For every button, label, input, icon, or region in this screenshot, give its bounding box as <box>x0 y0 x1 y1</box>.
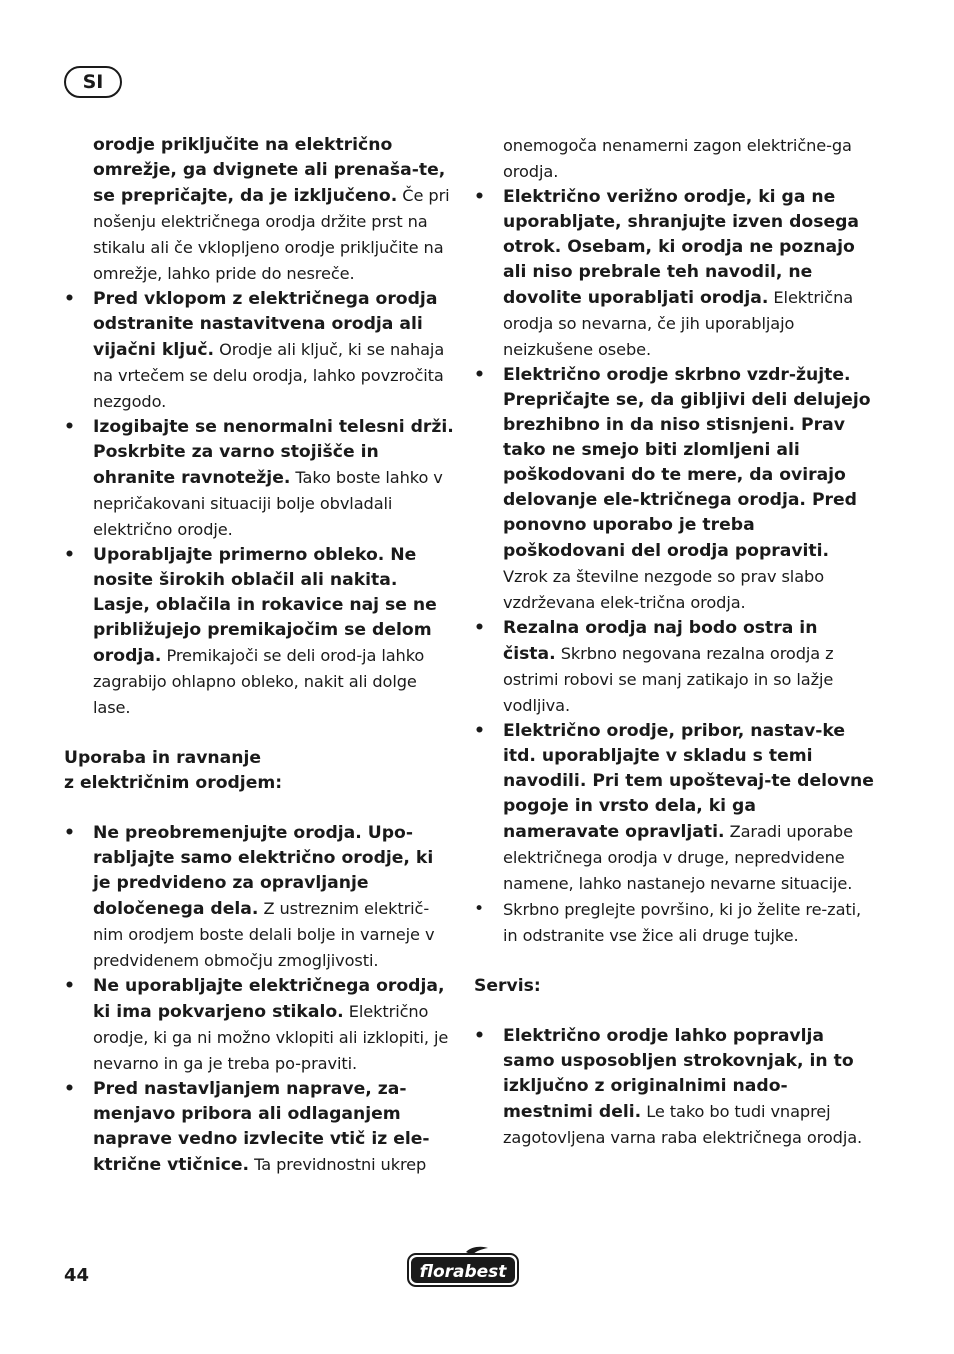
bullet: • <box>474 365 485 385</box>
item-text: Skrbno negovana rezalna orodja z ostrimi robovi se manj zatikajo in so lažje vodljiva. <box>503 644 834 715</box>
item-text: Premikajoči se deli orod-ja lahko zagrabijo ohlapno obleko, nakit ali dolge lase. <box>93 646 425 717</box>
item-text: Skrbno preglejte površino, ki jo želite re-zati, in odstranite vse žice ali druge tujke. <box>503 900 862 945</box>
item-text: Zaradi uporabe električnega orodja v druge, nepredvidene namene, lahko nastanejo nevarne situacije. <box>503 822 853 893</box>
list-item <box>474 1024 874 1151</box>
paragraph-bold: orodje priključite na električno omrežje, ga dvignete ali prenaša-te, se prepričajte, da je izključeno. <box>93 135 446 206</box>
list-item <box>474 363 874 616</box>
bullet: • <box>64 976 75 996</box>
item-text: Le tako bo tudi vnaprej zagotovljena varna raba električnega orodja. <box>503 1102 863 1147</box>
language-badge: SI <box>64 66 122 98</box>
bullet: • <box>474 721 485 741</box>
list-item <box>64 821 456 974</box>
item-bold: Električno orodje skrbno vzdr-žujte. Prepričajte se, da gibljivi deli delujejo brezhibno in da niso stisnjeni. Prav tako ne smejo biti zlomljeni ali poškodovani do te mere, da ovirajo delovanje ele-ktričnega orodja. Pred ponovno uporabo je treba poškodovani del orodja popraviti. <box>503 365 871 561</box>
florabest-logo-icon <box>406 1246 520 1288</box>
item-bold: Električno verižno orodje, ki ga ne uporabljate, shranjujte izven dosega otrok. Osebam, ki orodja ne poznajo ali niso prebrale teh navodil, ne dovolite uporabljati orodja. <box>503 187 860 308</box>
section-heading: Servis: <box>474 976 541 996</box>
page-number: 44 <box>64 1265 90 1286</box>
right-column <box>474 133 874 1151</box>
list-item <box>64 974 456 1077</box>
item-bold: Ne uporabljajte električnega orodja, ki ima pokvarjeno stikalo. <box>93 976 445 1022</box>
list-item <box>64 415 456 543</box>
paragraph-text: Če pri nošenju električnega orodja držite prst na stikalu ali če vklopljeno orodje priključite na omrežje, lahko pride do nesreče. <box>93 186 450 283</box>
bullet: • <box>474 187 485 207</box>
bullet: • <box>474 618 485 638</box>
svg-text:florabest: florabest <box>419 1262 507 1282</box>
bullet: • <box>474 899 485 919</box>
list-item <box>64 543 456 721</box>
item-bold: Rezalna orodja naj bodo ostra in čista. <box>503 618 818 664</box>
item-bold: Pred vklopom z električnega orodja odstranite nastavitvena orodja ali vijačni ključ. <box>93 289 438 360</box>
item-bold: Električno orodje lahko popravlja samo usposobljen strokovnjak, in to izključno z originalnimi nado-mestnimi deli. <box>503 1026 854 1122</box>
bullet: • <box>64 417 75 437</box>
list-item <box>64 1077 456 1178</box>
continued-paragraph <box>64 133 456 287</box>
list-item <box>474 719 874 897</box>
bullet: • <box>64 1079 75 1099</box>
item-text: Tako boste lahko v nepričakovani situaciji bolje obvladali električno orodje. <box>93 468 443 539</box>
list-item <box>64 287 456 415</box>
item-bold: Izogibajte se nenormalni telesni drži. Poskrbite za varno stojišče in ohranite ravnotežje. <box>93 417 454 488</box>
list-item <box>474 185 874 363</box>
item-bold: Električno orodje, pribor, nastav-ke itd. uporabljajte v skladu s temi navodili. Pri tem upoštevaj-te delovne pogoje in vrsto dela, ki ga nameravate opravljati. <box>503 721 874 842</box>
item-text: Orodje ali ključ, ki se nahaja na vrtečem se delu orodja, lahko povzročita nezgodo. <box>93 340 445 411</box>
continued-paragraph <box>474 133 874 185</box>
paragraph-text: onemogoča nenamerni zagon električne-ga orodja. <box>503 136 852 181</box>
list-item <box>474 616 874 719</box>
bullet: • <box>64 823 75 843</box>
list-item <box>474 897 874 949</box>
section-heading-line2: z električnim orodjem: <box>64 773 283 793</box>
florabest-logo <box>406 1246 520 1288</box>
item-text: Električna orodja so nevarna, če jih uporabljajo neizkušene osebe. <box>503 288 854 359</box>
left-column <box>64 133 456 1178</box>
item-bold: Ne preobremenjujte orodja. Upo-rabljajte samo električno orodje, ki je predvideno za opravljanje določenega dela. <box>93 823 434 919</box>
section-heading: Uporaba in ravnanje <box>64 748 262 768</box>
item-bold: Uporabljajte primerno obleko. Ne nosite širokih oblačil ali nakita. Lasje, oblačila in rokavice naj se ne približujejo premikajočim se delom orodja. <box>93 545 437 666</box>
item-text: Ta previdnostni ukrep <box>249 1155 427 1174</box>
item-text: Z ustreznim električ-nim orodjem boste delali bolje in varneje v predvidenem območju zmogljivosti. <box>93 899 435 970</box>
bullet: • <box>64 289 75 309</box>
item-text: Vzrok za številne nezgode so prav slabo vzdrževana elek-trična orodja. <box>503 567 824 612</box>
item-text: Električno orodje, ki ga ni možno vklopiti ali izklopiti, je nevarno in ga je treba po-praviti. <box>93 1002 449 1073</box>
item-bold: Pred nastavljanjem naprave, za-menjavo pribora ali odlaganjem naprave vedno izvlecite vtič iz ele-ktrične vtičnice. <box>93 1079 430 1175</box>
bullet: • <box>474 1026 485 1046</box>
bullet: • <box>64 545 75 565</box>
